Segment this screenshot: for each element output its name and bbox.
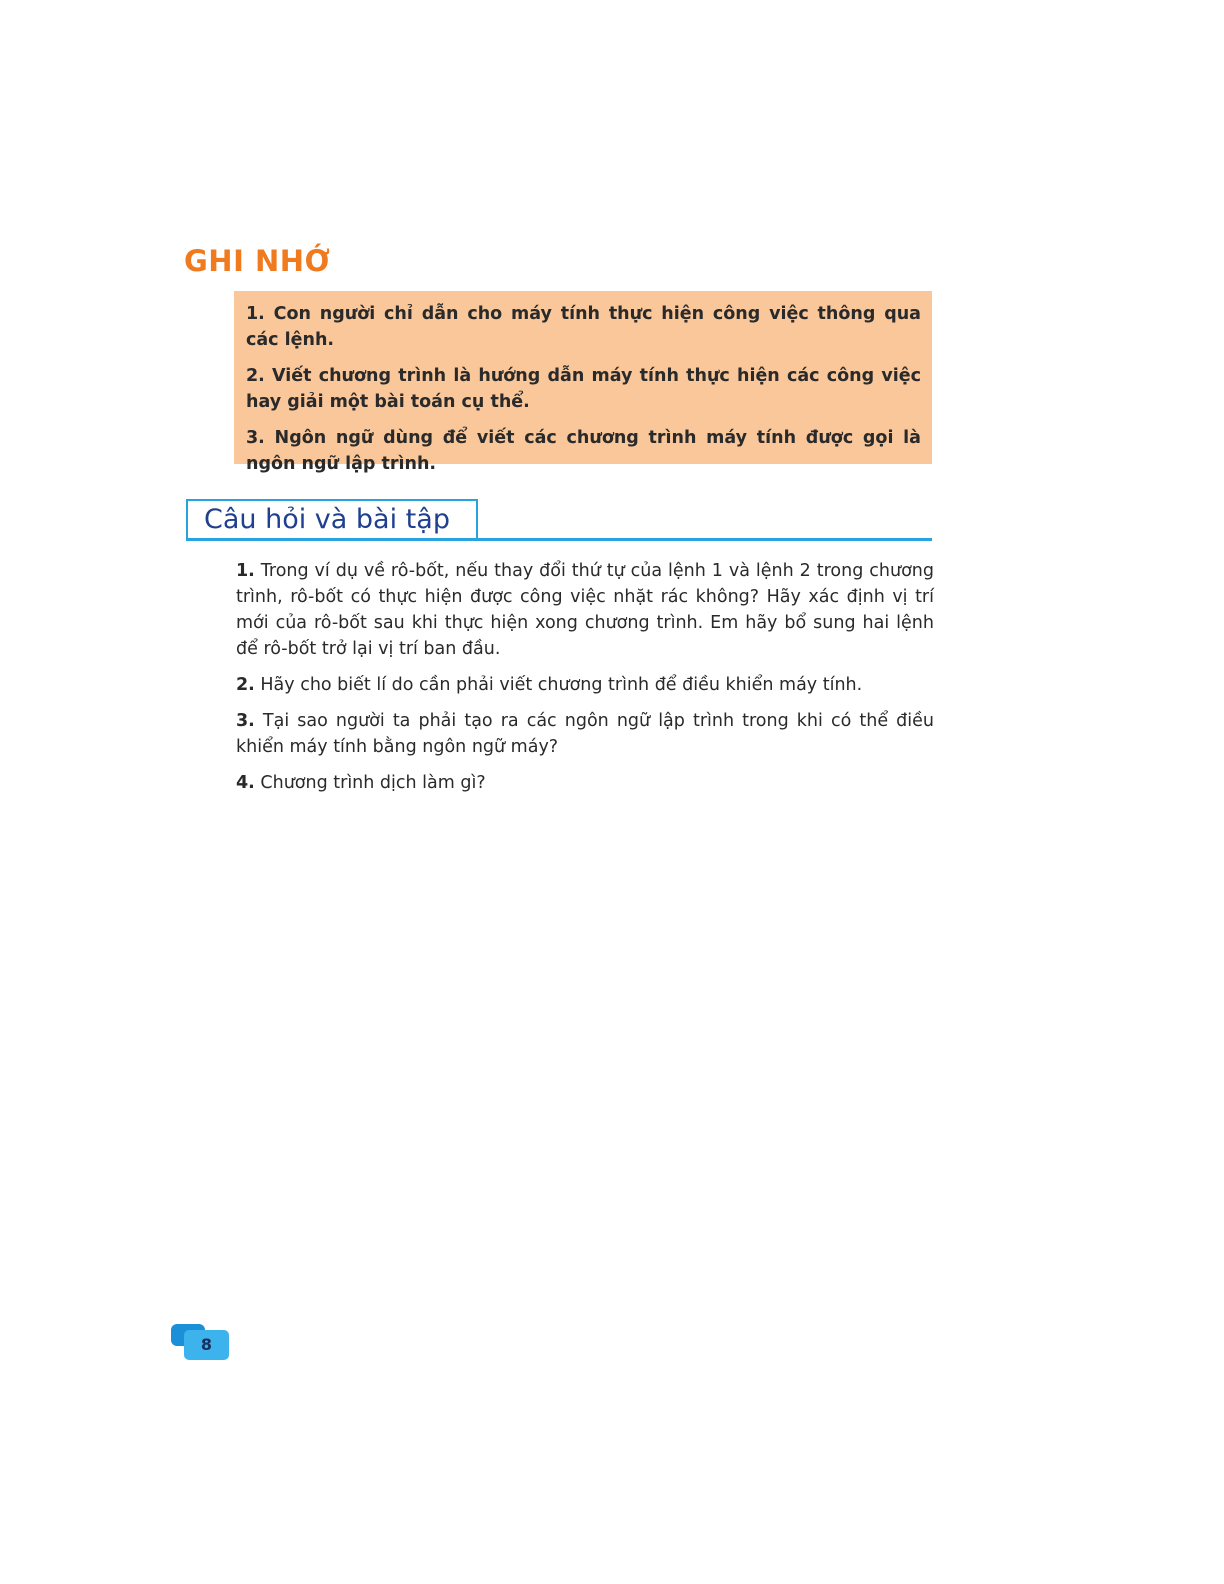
page-number-tab bbox=[171, 1324, 229, 1360]
question-number: 4. bbox=[236, 773, 255, 793]
memo-item-2: 2. Viết chương trình là hướng dẫn máy tính thực hiện các công việc hay giải một bài toán cụ thể. bbox=[246, 366, 921, 412]
question-text: Hãy cho biết lí do cần phải viết chương trình để điều khiển máy tính. bbox=[254, 675, 863, 695]
exercises-underline bbox=[186, 538, 932, 541]
question-4 bbox=[236, 770, 934, 796]
question-text: Chương trình dịch làm gì? bbox=[254, 773, 486, 793]
exercises-title-frame bbox=[186, 499, 478, 539]
exercises-header bbox=[186, 499, 932, 543]
question-list bbox=[236, 558, 934, 806]
question-number: 3. bbox=[236, 711, 255, 731]
memo-item-1: 1. Con người chỉ dẫn cho máy tính thực hiện công việc thông qua các lệnh. bbox=[246, 304, 921, 350]
memo-item-3: 3. Ngôn ngữ dùng để viết các chương trình máy tính được gọi là ngôn ngữ lập trình. bbox=[246, 428, 921, 474]
memo-title: GHI NHỚ bbox=[184, 244, 331, 278]
question-text: Tại sao người ta phải tạo ra các ngôn ngữ lập trình trong khi có thể điều khiển máy tính bằng ngôn ngữ máy? bbox=[236, 711, 934, 757]
question-text: Trong ví dụ về rô-bốt, nếu thay đổi thứ tự của lệnh 1 và lệnh 2 trong chương trình, rô-bốt có thực hiện được công việc nhặt rác không? Hãy xác định vị trí mới của rô-bốt sau khi thực hiện xong chương trình. Em hãy bổ sung hai lệnh để rô-bốt trở lại vị trí ban đầu. bbox=[236, 561, 934, 659]
question-number: 2. bbox=[236, 675, 255, 695]
question-2 bbox=[236, 672, 934, 698]
page-number: 8 bbox=[200, 1335, 213, 1354]
question-1 bbox=[236, 558, 934, 662]
memo-box bbox=[234, 291, 932, 474]
exercises-title: Câu hỏi và bài tập bbox=[204, 504, 450, 535]
question-3 bbox=[236, 708, 934, 760]
question-number: 1. bbox=[236, 561, 255, 581]
